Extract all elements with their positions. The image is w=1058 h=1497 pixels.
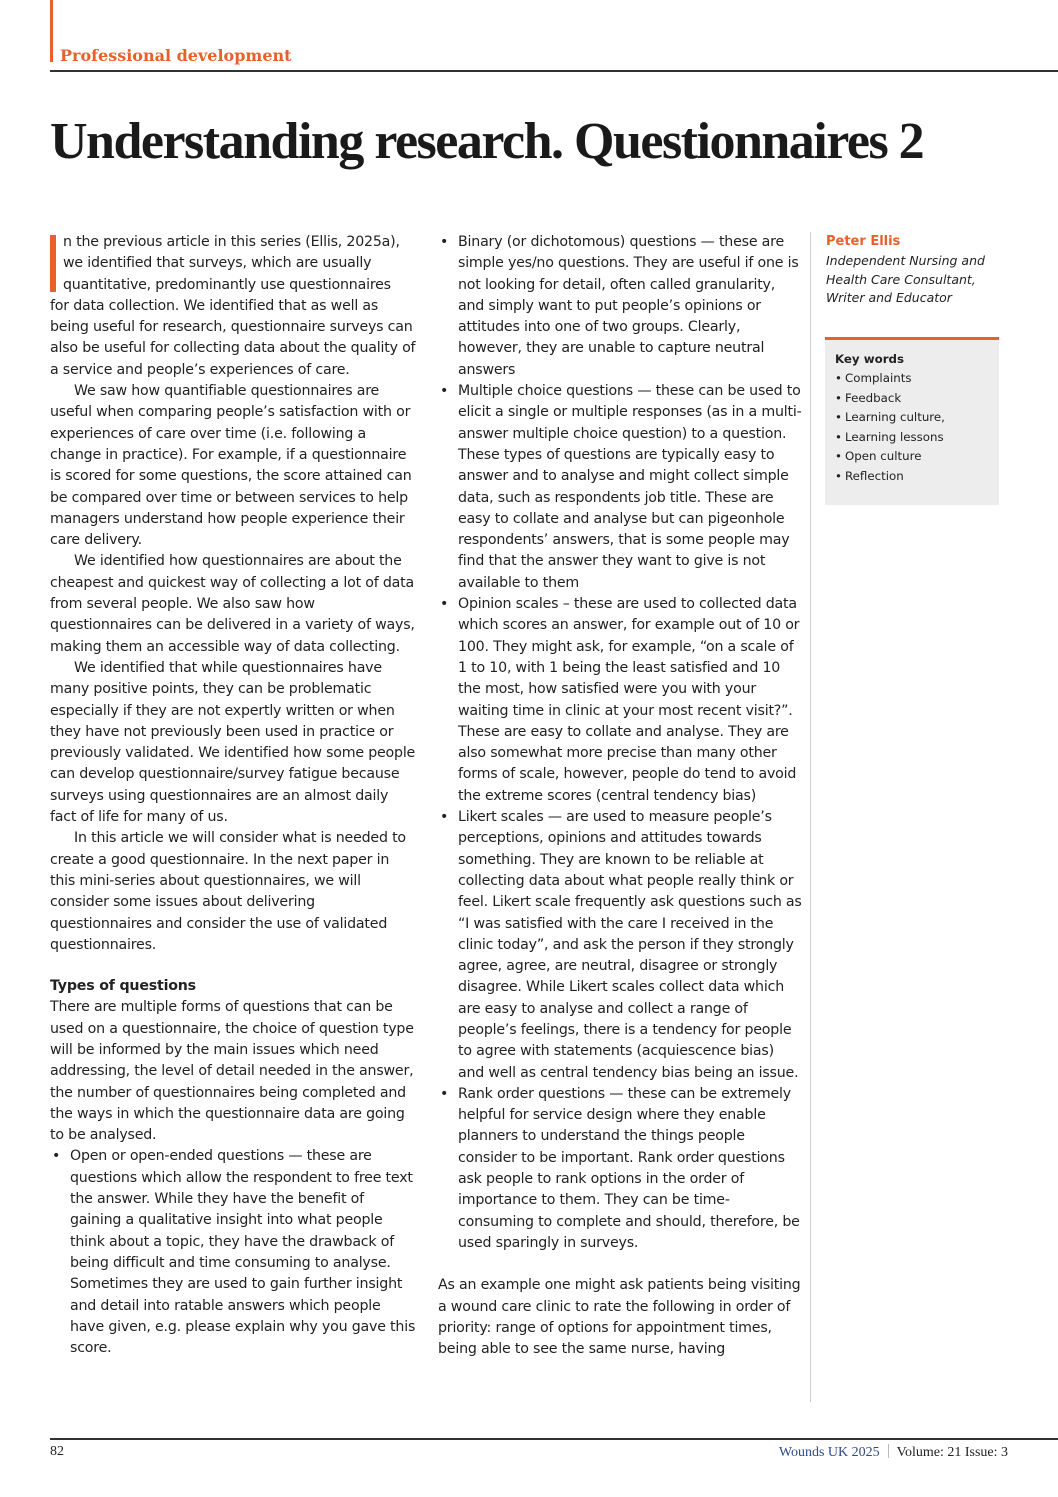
question-types-list bbox=[50, 1146, 416, 1359]
keywords-list bbox=[835, 369, 999, 486]
keyword-item: • Learning culture, bbox=[835, 408, 999, 428]
volume-issue: Volume: 21 Issue: 3 bbox=[896, 1445, 1008, 1460]
keyword-item: • Learning lessons bbox=[835, 428, 999, 448]
author-block bbox=[826, 232, 1006, 308]
keyword-item: • Open culture bbox=[835, 447, 999, 467]
list-item: • Multiple choice questions — these can be used to elicit a single or multiple responses (as in a multi-answer multiple choice question) to a question. These types of questions are typically easy to answer and to analyse and might collect simple data, such as respondents job title. These are easy to collate and analyse but can pigeonhole respondents’ answers, that is some people may find that the answer they want to give is not available to them bbox=[438, 381, 804, 594]
section-accent-bar bbox=[50, 0, 53, 62]
list-item: • Open or open-ended questions — these are questions which allow the respondent to free text the answer. While they have the benefit of gaining a qualitative insight into what people think about a topic, they have the drawback of being difficult and time consuming to analyse. Sometimes they are used to gain further insight and detail into ratable answers which people have given, e.g. please explain why you gave this score. bbox=[50, 1146, 416, 1359]
column-divider bbox=[810, 232, 811, 1402]
intro-paragraph bbox=[50, 232, 416, 381]
journal-info bbox=[779, 1444, 1008, 1461]
keyword-item: • Feedback bbox=[835, 389, 999, 409]
dropcap-letter-i bbox=[50, 235, 56, 292]
author-name: Peter Ellis bbox=[826, 234, 901, 249]
intro-line-2: we identified that surveys, which are usually bbox=[63, 255, 372, 272]
intro-line-1: n the previous article in this series (Ellis, 2025a), bbox=[63, 234, 400, 250]
journal-name: Wounds UK 2025 bbox=[778, 1445, 880, 1460]
body-column-2 bbox=[438, 232, 804, 1360]
footer-separator bbox=[888, 1444, 889, 1458]
intro-line-3: quantitative, predominantly use questionnaires bbox=[63, 276, 391, 293]
keyword-item: • Complaints bbox=[835, 369, 999, 389]
question-types-list-continued bbox=[438, 232, 804, 1254]
body-paragraph: We identified that while questionnaires have many positive points, they can be problematic especially if they are not expertly written or when they have not previously been used in practice or previously validated. We identified how some people can develop questionnaire/survey fatigue because surveys using questionnaires are an almost daily fact of life for many of us. bbox=[50, 659, 416, 826]
keyword-item: • Reflection bbox=[835, 467, 999, 487]
list-item: • Binary (or dichotomous) questions — these are simple yes/no questions. They are useful if one is not looking for detail, often called granularity, and simply want to put people’s opinions or attitudes into one of two groups. Clearly, however, they are unable to capture neutral answers bbox=[438, 232, 804, 381]
body-paragraph: We saw how quantifiable questionnaires are useful when comparing people’s satisfaction with or experiences of care over time (i.e. following a change in practice). For example, if a questionnaire is scored for some questions, the score attained can be compared over time or between services to help managers understand how people experience their care delivery. bbox=[50, 383, 412, 549]
body-paragraph: In this article we will consider what is needed to create a good questionnaire. In the next paper in this mini-series about questionnaires, we will consider some issues about delivering questionnaires and consider the use of validated questionnaires. bbox=[50, 830, 406, 953]
body-paragraph: As an example one might ask patients being visiting a wound care clinic to rate the following in order of priority: range of options for appointment times, being able to see the same nurse, having bbox=[438, 1277, 801, 1358]
list-item: • Opinion scales – these are used to collected data which scores an answer, for example out of 10 or 100. They might ask, for example, “on a scale of 1 to 10, with 1 being the least satisfied and 10 the most, how satisfied were you with your waiting time in clinic at your most recent visit?”. These are easy to collate and analyse. They are also somewhat more precise than many other forms of scale, however, people do tend to avoid the extreme scores (central tendency bias) bbox=[438, 594, 804, 807]
body-paragraph: We identified how questionnaires are about the cheapest and quickest way of collecting a lot of data from several people. We also saw how questionnaires can be delivered in a variety of ways, making them an accessible way of data collecting. bbox=[50, 553, 415, 655]
intro-rest: for data collection. We identified that as well as being useful for research, questionnaire surveys can also be useful for collecting data about the quality of a service and people’s experiences of care. bbox=[50, 297, 416, 378]
body-paragraph: There are multiple forms of questions that can be used on a questionnaire, the choice of question type will be informed by the main issues which need addressing, the level of detail needed in the answer, the number of questionnaires being completed and the ways in which the questionnaire data are going to be analysed. bbox=[50, 999, 414, 1144]
list-item: • Likert scales — are used to measure people’s perceptions, opinions and attitudes towards something. They are known to be reliable at collecting data about what people really think or feel. Likert scale frequently ask questions such as “I was satisfied with the care I received in the clinic today”, and ask the person if they strongly agree, agree, are neutral, disagree or strongly disagree. While Likert scales collect data which are easy to analyse and collect a range of people’s feelings, there is a tendency for people to agree with statements (acquiescence bias) and well as central tendency bias being an issue. bbox=[438, 807, 804, 1084]
article-title: Understanding research. Questionnaires 2 bbox=[50, 113, 924, 170]
body-column-1 bbox=[50, 232, 416, 1359]
page-number: 82 bbox=[50, 1444, 64, 1459]
list-item: • Rank order questions — these can be extremely helpful for service design where they enable planners to understand the things people consider to be important. Rank order questions ask people to rank options in the order of importance to them. They can be time-consuming to complete and should, therefore, be used sparingly in surveys. bbox=[438, 1084, 804, 1254]
subheading-types-of-questions: Types of questions bbox=[50, 978, 196, 995]
keywords-box bbox=[825, 337, 999, 505]
footer-rule bbox=[50, 1438, 1058, 1440]
header-rule bbox=[50, 70, 1058, 72]
spacer bbox=[438, 1254, 804, 1275]
section-label: Professional development bbox=[60, 46, 292, 65]
author-role: Independent Nursing and Health Care Consultant, Writer and Educator bbox=[826, 253, 985, 305]
keywords-title: Key words bbox=[835, 352, 905, 366]
